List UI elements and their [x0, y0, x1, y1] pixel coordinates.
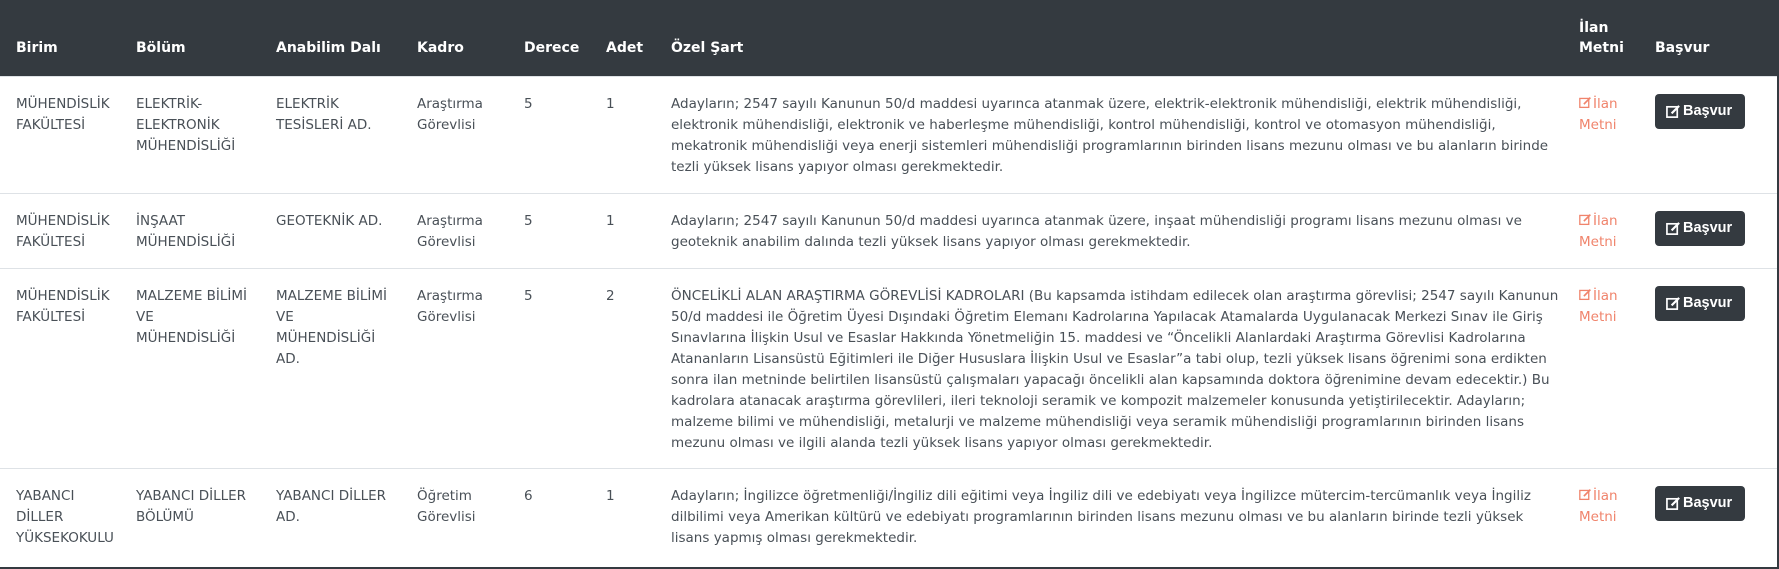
- cell-ilan: [1579, 193, 1655, 268]
- cell-ozel-sart: Adayların; 2547 sayılı Kanunun 50/d maddesi uyarınca atanmak üzere, inşaat mühendisliği programı lisans mezunu olması ve geoteknik anabilim dalında tezli yüksek lisans yapıyor olması gerekmektedir.: [671, 212, 1522, 250]
- edit-icon: [1579, 288, 1592, 301]
- header-bolum: Bölüm: [136, 39, 186, 56]
- cell-birim: MÜHENDİSLİK FAKÜLTESİ: [16, 212, 110, 250]
- cell-ozel-sart: ÖNCELİKLİ ALAN ARAŞTIRMA GÖREVLİSİ KADROLARI (Bu kapsamda istihdam edilecek olan araştırma görevlisi; 2547 sayılı Kanunun 50/d maddesi ile Öğretim Üyesi Dışındaki Öğretim Elemanı Kadrolarına Yapılacak Atamalarda Uygulanacak Merkezi Sınav ile Giriş Sınavlarına İlişkin Usul ve Esaslar Hakkında Yönetmeliğin 15. maddesi ve “Öncelikli Alanlardaki Araştırma Görevlisi Kadrolarına Atananların Lisansüstü Eğitimleri ile Diğer Hususlara İlişkin Usul ve Esaslar”a tabi olup, tezli yüksek lisans öğrenimi sona erdikten sonra ilan metninde belirtilen lisansüstü çalışmaları yapacağı öncelikli alan kapsamında doktora öğrenimine devam edecektir.) Bu kadrolara atanacak araştırma görevlileri, ileri teknoloji seramik ve kompozit malzemeler konusunda yetiştirilecektir. Adayların; malzeme bilimi ve mühendisliği, metalurji ve malzeme mühendisliği veya seramik mühendisliği programlarının birinden lisans mezunu olması ve ilgili alanda tezli yüksek lisans yapıyor olması gerekmektedir.: [671, 287, 1559, 451]
- cell-anabilim: MALZEME BİLİMİ VE MÜHENDİSLİĞİ AD.: [276, 287, 388, 367]
- basvur-label: Başvur: [1683, 495, 1733, 511]
- ilan-metni-link[interactable]: [1579, 486, 1623, 528]
- ilan-metni-link[interactable]: [1579, 211, 1623, 253]
- cell-ilan: [1579, 268, 1655, 468]
- cell-bolum: YABANCI DİLLER BÖLÜMÜ: [136, 487, 247, 525]
- cell-bolum: ELEKTRİK-ELEKTRONİK MÜHENDİSLİĞİ: [136, 95, 236, 154]
- table-row: [0, 193, 1777, 268]
- cell-basvur: [1655, 193, 1777, 268]
- table-row: [0, 468, 1777, 564]
- cell-adet: 1: [606, 95, 615, 112]
- ilan-metni-link[interactable]: [1579, 286, 1623, 328]
- header-birim: Birim: [16, 39, 58, 56]
- cell-basvur: [1655, 468, 1777, 564]
- header-anabilim: Anabilim Dalı: [276, 39, 381, 56]
- edit-icon: [1579, 96, 1592, 109]
- ilan-metni-link[interactable]: [1579, 94, 1623, 136]
- edit-icon: [1666, 496, 1681, 511]
- cell-bolum: MALZEME BİLİMİ VE MÜHENDİSLİĞİ: [136, 287, 248, 346]
- cell-ozel-sart: Adayların; 2547 sayılı Kanunun 50/d maddesi uyarınca atanmak üzere, elektrik-elektronik mühendisliği, elektrik mühendisliği, elektronik mühendisliği, elektronik ve haberleşme mühendisliği, kontrol mühendisliği, kontrol ve otomasyon mühendisliği, mekatronik mühendisliği veya enerji sistemleri mühendisliği programlarının birinden lisans mezunu olması ve bu alanların birinde tezli yüksek lisans yapıyor olması gerekmektedir.: [671, 95, 1549, 175]
- cell-derece: 6: [524, 487, 533, 504]
- table-row: [0, 76, 1777, 193]
- edit-icon: [1579, 213, 1592, 226]
- basvur-label: Başvur: [1683, 103, 1733, 119]
- basvur-label: Başvur: [1683, 295, 1733, 311]
- ilan-metni-label: İlan Metni: [1579, 95, 1618, 133]
- ilan-metni-label: İlan Metni: [1579, 287, 1618, 325]
- header-kadro: Kadro: [417, 39, 464, 56]
- ilan-metni-label: İlan Metni: [1579, 487, 1618, 525]
- cell-birim: MÜHENDİSLİK FAKÜLTESİ: [16, 95, 110, 133]
- table-header-row: [0, 0, 1777, 76]
- header-derece: Derece: [524, 39, 580, 56]
- header-adet: Adet: [606, 39, 644, 56]
- cell-derece: 5: [524, 287, 533, 304]
- cell-derece: 5: [524, 95, 533, 112]
- edit-icon: [1666, 104, 1681, 119]
- edit-icon: [1666, 296, 1681, 311]
- cell-ozel-sart: Adayların; İngilizce öğretmenliği/İngiliz dili eğitimi veya İngiliz dili ve edebiyatı veya İngilizce mütercim-tercümanlık veya İngiliz dilbilimi veya Amerikan kültürü ve edebiyatı programlarının birinden lisans mezunu olması ve bu alanların birinde tezli yüksek lisans yapmış olması gerekmektedir.: [671, 487, 1531, 546]
- cell-ilan: [1579, 76, 1655, 193]
- cell-adet: 1: [606, 487, 615, 504]
- basvur-button[interactable]: [1655, 94, 1745, 129]
- cell-basvur: [1655, 76, 1777, 193]
- cell-adet: 1: [606, 212, 615, 229]
- cell-anabilim: GEOTEKNİK AD.: [276, 212, 383, 229]
- basvur-button[interactable]: [1655, 286, 1745, 321]
- edit-icon: [1666, 221, 1681, 236]
- basvur-button[interactable]: [1655, 486, 1745, 521]
- cell-birim: MÜHENDİSLİK FAKÜLTESİ: [16, 287, 110, 325]
- cell-bolum: İNŞAAT MÜHENDİSLİĞİ: [136, 212, 236, 250]
- cell-ilan: [1579, 468, 1655, 564]
- cell-adet: 2: [606, 287, 615, 304]
- cell-anabilim: ELEKTRİK TESİSLERİ AD.: [276, 95, 372, 133]
- cell-anabilim: YABANCI DİLLER AD.: [276, 487, 387, 525]
- cell-birim: YABANCI DİLLER YÜKSEKOKULU: [16, 487, 114, 546]
- header-ozel-sart: Özel Şart: [671, 39, 744, 56]
- header-ilan-metni: İlan Metni: [1579, 19, 1624, 56]
- cell-kadro: Öğretim Görevlisi: [417, 487, 476, 525]
- ilan-metni-label: İlan Metni: [1579, 212, 1618, 250]
- cell-derece: 5: [524, 212, 533, 229]
- basvur-button[interactable]: [1655, 211, 1745, 246]
- table-row: [0, 268, 1777, 468]
- basvur-label: Başvur: [1683, 220, 1733, 236]
- header-basvur: Başvur: [1655, 39, 1710, 56]
- cell-kadro: Araştırma Görevlisi: [417, 95, 483, 133]
- edit-icon: [1579, 488, 1592, 501]
- cell-kadro: Araştırma Görevlisi: [417, 287, 483, 325]
- cell-kadro: Araştırma Görevlisi: [417, 212, 483, 250]
- cell-basvur: [1655, 268, 1777, 468]
